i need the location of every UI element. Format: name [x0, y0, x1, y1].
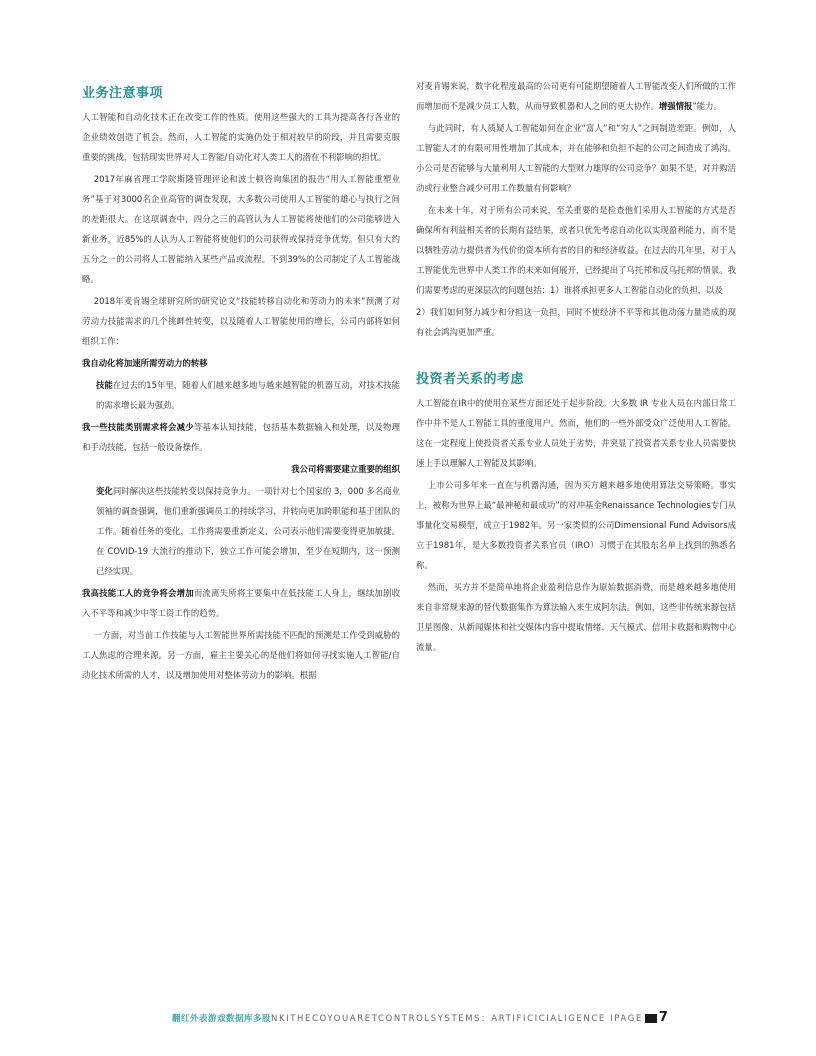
- paragraph: [416, 76, 736, 116]
- bullet-body: [82, 583, 400, 623]
- paragraph: 人工智能和自动化技术正在改变工作的性质。使用这些强大的工具为提高各行各业的企业绩效创造了机会。然而，人工智能的实施仍处于相对较早的阶段，并且需要克服重要的挑战，包括现实世界对人工智能/自动化对人类工人的潜在不利影响的担忧。: [82, 112, 400, 162]
- paragraph: 一方面，对当前工作技能与人工智能世界所需技能不匹配的预测是工作受到威胁的工人焦虑的合理来源。另一方面，雇主主要关心的是他们将如何寻找实施人工智能/自动化技术所需的人才，以及增加使用对整体劳动力的影响。根据: [82, 630, 400, 680]
- right-column: [416, 76, 736, 659]
- page-number: 7: [658, 1010, 668, 1025]
- bullet-title-text: 我高技能工人的竞争将会增加: [82, 588, 194, 598]
- bullet-title-text: 我自动化将加速所需劳动力的转移: [82, 358, 208, 368]
- bullet-text: 而流离失所将主要集中在低技能工人身上，继续加剧收入不平等和减少中等工资工作的趋势。: [82, 588, 401, 618]
- paragraph: 然而，买方并不是简单地将企业盈利信息作为原始数据消费，而是越来越多地使用来自非常规来源的替代数据集作为算法输入来生成阿尔法。例如，这些非传统来源包括卫星图像、从新闻媒体和社交媒体内容中提取情绪、天气模式、信用卡收据和购物中心流量。: [416, 582, 736, 652]
- emphasis-text: 增强情报: [658, 101, 693, 111]
- paragraph: 人工智能在IR中的使用在某些方面还处于起步阶段。大多数 IR 专业人员在内部日常工作中并不是人工智能工具的重度用户。然而，他们的一些外部受众广泛使用人工智能。这在一定程度上使投资者关系专业人员处于劣势，并突显了投资者关系专业人员需要快速上手以理解人工智能及其影响。: [416, 398, 736, 468]
- bullet-title-text: 我公司将需要建立重要的组织: [291, 464, 400, 474]
- section-heading-business: 业务注意事项: [82, 86, 164, 101]
- bullet-body: [82, 417, 400, 457]
- bullet-body: [82, 375, 400, 415]
- footer-block-icon: [645, 1014, 657, 1023]
- paragraph: 与此同时，有人质疑人工智能如何在企业“富人”和“穷人”之间制造差距。例如，人工智能人才的有限可用性增加了其成本，并在能够和负担不起的公司之间造成了鸿沟。小公司是否能够与大量利用人工智能的大型财力雄厚的公司竞争？如果不是，对并购活动或行业整合减少可用工作数量有何影响？: [416, 123, 736, 193]
- left-column: [82, 76, 400, 687]
- paragraph-text: 对麦肯锡来说，数字化程度最高的公司更有可能期望随着人工智能改变人们所做的工作而增加而不是减少员工人数，从而导致机器和人之间的更大协作。: [416, 81, 736, 111]
- paragraph: 2017年麻省理工学院斯隆管理评论和波士顿咨询集团的报告“用人工智能重塑业务”基于对3000名企业高管的调查发现，大多数公司使用人工智能的雄心与执行之间的差距很大。在这项调查中，四分之三的高管认为人工智能将使他们的公司能够进入新业务，近85%的人认为人工智能将使他们的公司获得或保持竞争优势。但只有大约五分之一的公司将人工智能纳入某些产品或流程。不到39%的公司制定了人工智能战略。: [82, 174, 400, 284]
- bullet-title: [82, 353, 400, 373]
- paragraph: 2）我们如何努力减少和分担这一负担，同时不使经济不平等和其他动荡力量造成的现有社会鸿沟更加严重。: [416, 307, 736, 337]
- bullet-text: 在过去的15年里，随着人们越来越多地与越来越智能的机器互动，对技术技能的需求增长最为强劲。: [96, 380, 401, 410]
- footer-chinese-text: 翻红外表游戏数据库多股: [172, 1014, 272, 1024]
- bullet-title: [82, 459, 400, 479]
- paragraph: 在未来十年，对于所有公司来说，至关重要的是检查他们采用人工智能的方式是否确保所有利益相关者的长期有益结果，或者只优先考虑自动化以实现盈利能力，而不是以牺牲劳动力提供者为代价的资本所有者的目的和经济收益。在过去的几年里，对于人工智能优先世界中人类工作的未来如何展开，已经提出了乌托邦和反乌托邦的情景。我们需要考虑的更深层次的问题包括：1）谁将承担更多人工智能自动化的负担，以及: [416, 205, 736, 295]
- bullet-text: 同时解决这些技能转变以保持竞争力。一项针对七个国家的 3，000 多名商业领袖的调查强调，他们重新强调员工的持续学习，并转向更加跨职能和基于团队的工作。随着任务的变化，工作将需要重新定义，公司表示他们需要变得更加敏捷。在 COVID-19 大流行的推动下，独立工作可能会增加，至少在短期内，这一预测已经实现。: [96, 486, 401, 576]
- bullet-text: 等基本认知技能，包括基本数据输入和处理，以及物理和手动技能，包括一般设备操作。: [82, 422, 401, 452]
- paragraph: 2018年麦肯锡全球研究所的研究论文“技能转移自动化和劳动力的未来”预测了对劳动力技能需求的几个挑衅性转变，以及随着人工智能使用的增长，公司内部将如何组织工作：: [82, 296, 400, 346]
- bullet-lead: 变化: [96, 486, 113, 496]
- bullet-body: [82, 481, 400, 581]
- footer-running-title: NKITHECOYOUARETCONTROLSYSTEMS：ARTIFICICIALIGENCE IPAGE: [271, 1014, 643, 1024]
- bullet-title-text: 我一些技能类别需求将会减少: [82, 422, 194, 432]
- paragraph: 上市公司多年来一直在与机器沟通，因为买方越来越多地使用算法交易策略。事实上，被称为世界上最“最神秘和最成功”的对冲基金Renaissance Technologies专门从事量化交易模型，成立于1982年。另一家类似的公司Dimensional Fund Advisors成立于1981年，是大多数投资者关系官员（IRO）习惯于在其股东名单上找到的熟悉名称。: [416, 480, 736, 570]
- bullet-lead: 技能: [96, 380, 113, 390]
- page-footer: [172, 1010, 668, 1028]
- paragraph-text: ”能力。: [692, 101, 722, 111]
- section-heading-investor-relations: 投资者关系的考虑: [416, 372, 525, 387]
